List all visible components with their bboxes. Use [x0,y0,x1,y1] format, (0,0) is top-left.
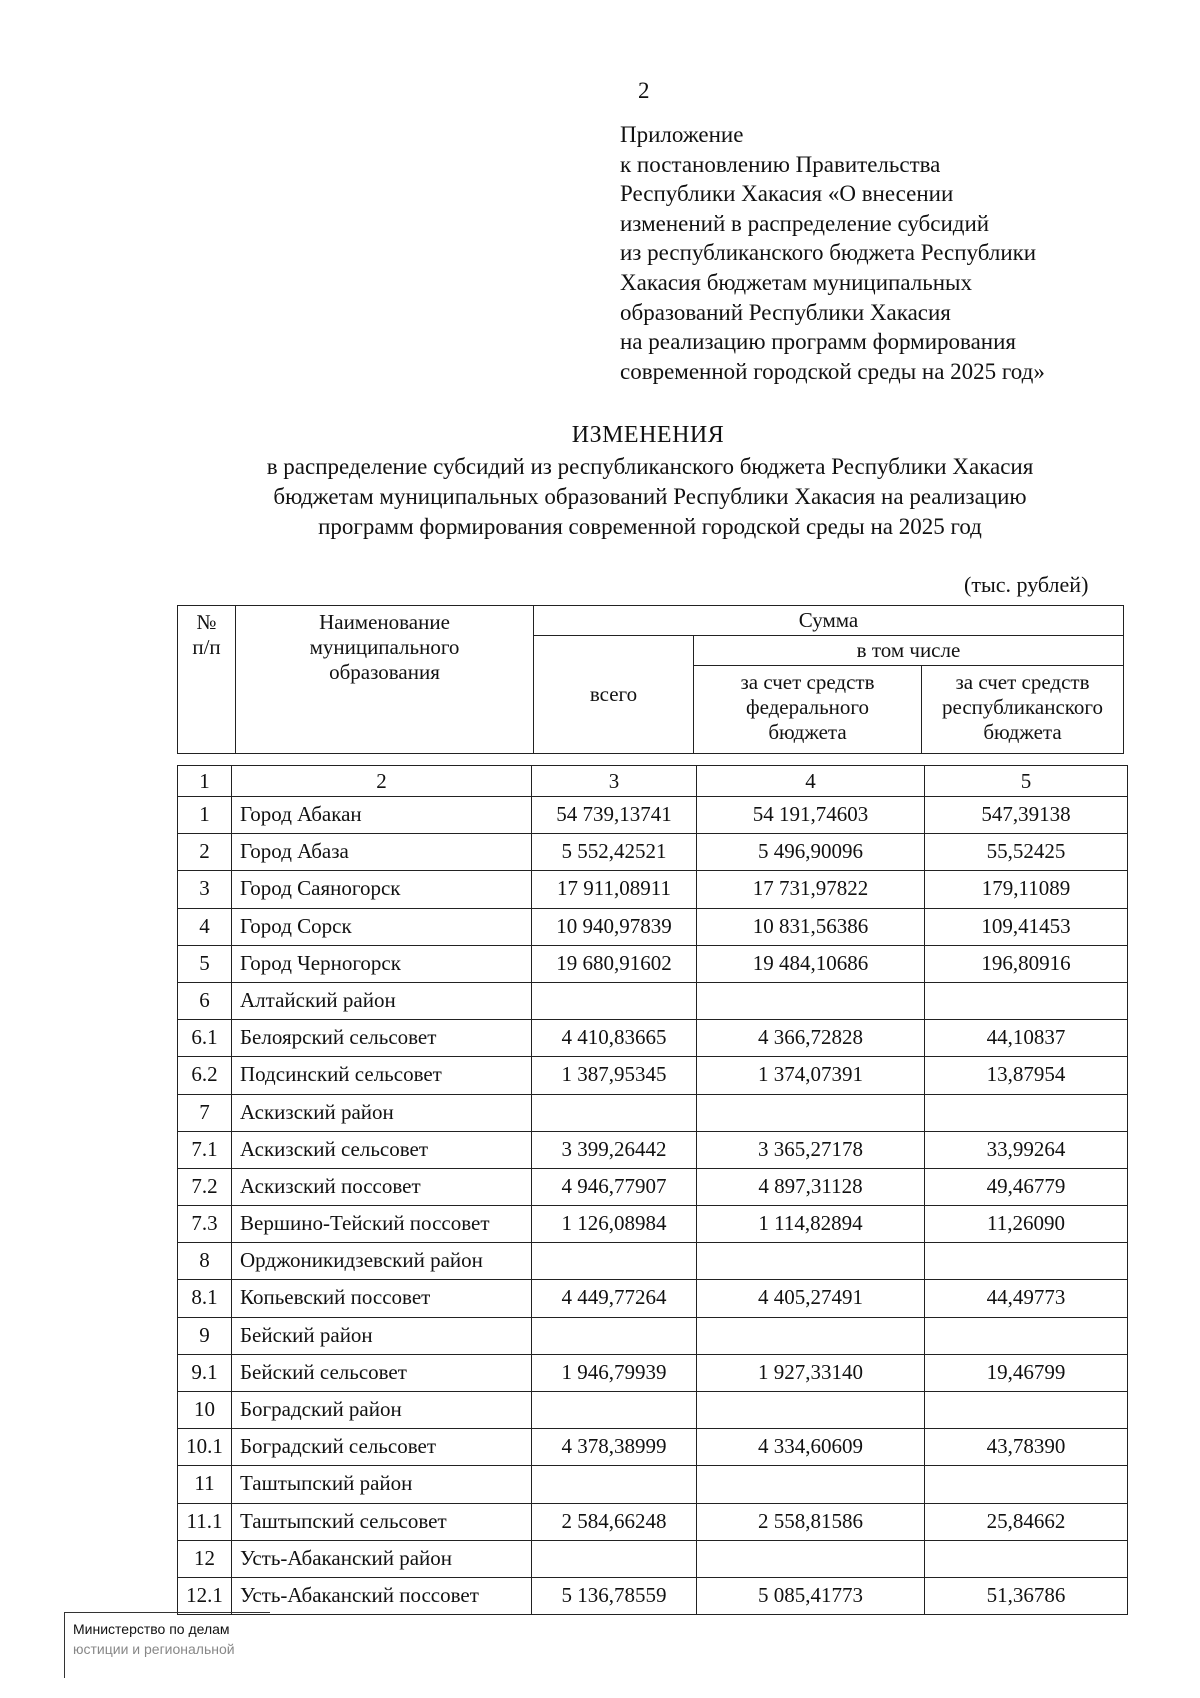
row-number-cell: 3 [178,871,232,908]
row-name-cell: Город Абакан [232,797,532,834]
document-subtitle [130,452,1170,542]
row-name-cell: Подсинский сельсовет [232,1057,532,1094]
table-row [178,908,1128,945]
row-republic-cell [925,982,1128,1019]
appendix-line: Приложение [620,122,744,147]
table-row [178,1020,1128,1057]
row-republic-cell: 55,52425 [925,834,1128,871]
row-number-cell: 11.1 [178,1503,232,1540]
row-number-cell: 7 [178,1094,232,1131]
row-name-cell: Город Абаза [232,834,532,871]
row-total-cell: 2 584,66248 [532,1503,697,1540]
header-name: Наименование муниципального образования [236,606,534,754]
row-number-cell: 11 [178,1466,232,1503]
ministry-stamp [64,1612,270,1678]
row-total-cell: 19 680,91602 [532,945,697,982]
subtitle-line: в распределение субсидий из республиканского бюджета Республики Хакасия [266,454,1034,479]
row-name-cell: Бейский район [232,1317,532,1354]
row-total-cell [532,1317,697,1354]
table-row [178,1168,1128,1205]
row-federal-cell: 3 365,27178 [697,1131,925,1168]
row-number-cell: 12.1 [178,1577,232,1614]
column-number: 4 [697,766,925,797]
row-total-cell [532,1094,697,1131]
row-total-cell: 1 126,08984 [532,1206,697,1243]
row-total-cell: 4 449,77264 [532,1280,697,1317]
row-number-cell: 2 [178,834,232,871]
table-row [178,1243,1128,1280]
row-total-cell: 17 911,08911 [532,871,697,908]
header-including: в том числе [694,636,1124,666]
row-number-cell: 12 [178,1540,232,1577]
row-republic-cell [925,1540,1128,1577]
row-federal-cell [697,1540,925,1577]
row-republic-cell [925,1243,1128,1280]
table-row [178,1466,1128,1503]
stamp-line: Министерство по делам [73,1621,230,1637]
row-number-cell: 9 [178,1317,232,1354]
row-total-cell: 3 399,26442 [532,1131,697,1168]
row-federal-cell: 1 114,82894 [697,1206,925,1243]
row-federal-cell [697,1094,925,1131]
row-total-cell: 54 739,13741 [532,797,697,834]
page-number: 2 [638,78,650,103]
table-row [178,1577,1128,1614]
row-name-cell: Аскизский сельсовет [232,1131,532,1168]
row-name-cell: Вершино-Тейский поссовет [232,1206,532,1243]
row-republic-cell: 13,87954 [925,1057,1128,1094]
row-republic-cell: 33,99264 [925,1131,1128,1168]
table-row [178,1057,1128,1094]
row-number-cell: 8 [178,1243,232,1280]
row-federal-cell: 17 731,97822 [697,871,925,908]
row-federal-cell: 54 191,74603 [697,797,925,834]
row-republic-cell: 49,46779 [925,1168,1128,1205]
row-number-cell: 7.2 [178,1168,232,1205]
appendix-line: на реализацию программ формирования [620,329,1016,355]
header-republic: за счет средств республиканского бюджета [922,666,1124,754]
row-federal-cell [697,982,925,1019]
row-number-cell: 7.3 [178,1206,232,1243]
table-row [178,1503,1128,1540]
table-header [177,605,1124,754]
table-row [178,1094,1128,1131]
table-row [178,982,1128,1019]
row-total-cell: 4 946,77907 [532,1168,697,1205]
header-federal: за счет средств федерального бюджета [694,666,922,754]
row-total-cell: 10 940,97839 [532,908,697,945]
row-republic-cell: 109,41453 [925,908,1128,945]
appendix-line: Республики Хакасия «О внесении [620,181,954,207]
appendix-line: Хакасия бюджетам муниципальных [620,269,972,295]
row-number-cell: 6 [178,982,232,1019]
row-republic-cell [925,1392,1128,1429]
table-row [178,1280,1128,1317]
table-row [178,1317,1128,1354]
row-number-cell: 10 [178,1392,232,1429]
row-republic-cell: 179,11089 [925,871,1128,908]
row-republic-cell: 44,10837 [925,1020,1128,1057]
row-federal-cell: 4 366,72828 [697,1020,925,1057]
table-row [178,797,1128,834]
row-federal-cell: 5 085,41773 [697,1577,925,1614]
row-name-cell: Город Сорск [232,908,532,945]
appendix-line: к постановлению Правительства [620,151,941,177]
row-name-cell: Белоярский сельсовет [232,1020,532,1057]
appendix-line: современной городской среды на 2025 год» [620,358,1045,384]
column-number: 3 [532,766,697,797]
row-total-cell: 5 552,42521 [532,834,697,871]
row-name-cell: Таштыпский район [232,1466,532,1503]
row-republic-cell [925,1094,1128,1131]
row-total-cell: 1 946,79939 [532,1354,697,1391]
column-number: 2 [232,766,532,797]
table-row [178,1429,1128,1466]
row-republic-cell: 51,36786 [925,1577,1128,1614]
column-number-row [178,766,1128,797]
table-row [178,871,1128,908]
row-total-cell: 1 387,95345 [532,1057,697,1094]
row-federal-cell: 4 405,27491 [697,1280,925,1317]
header-num: № п/п [178,606,236,754]
table-row [178,945,1128,982]
row-name-cell: Аскизский поссовет [232,1168,532,1205]
row-name-cell: Таштыпский сельсовет [232,1503,532,1540]
row-total-cell: 4 410,83665 [532,1020,697,1057]
row-name-cell: Город Саяногорск [232,871,532,908]
row-federal-cell: 1 927,33140 [697,1354,925,1391]
row-federal-cell [697,1466,925,1503]
row-federal-cell [697,1243,925,1280]
row-total-cell [532,1540,697,1577]
row-federal-cell: 4 897,31128 [697,1168,925,1205]
row-total-cell [532,1243,697,1280]
row-number-cell: 6.2 [178,1057,232,1094]
row-federal-cell: 4 334,60609 [697,1429,925,1466]
document-title: ИЗМЕНЕНИЯ [571,422,725,448]
row-total-cell: 4 378,38999 [532,1429,697,1466]
subtitle-line: программ формирования современной городской среды на 2025 год [318,514,982,539]
column-number: 1 [178,766,232,797]
row-number-cell: 10.1 [178,1429,232,1466]
row-federal-cell: 1 374,07391 [697,1057,925,1094]
row-federal-cell: 19 484,10686 [697,945,925,982]
row-name-cell: Боградский сельсовет [232,1429,532,1466]
row-republic-cell: 19,46799 [925,1354,1128,1391]
row-republic-cell: 11,26090 [925,1206,1128,1243]
table-row [178,1354,1128,1391]
row-number-cell: 7.1 [178,1131,232,1168]
table-row [178,1392,1128,1429]
row-republic-cell [925,1317,1128,1354]
table-row [178,1206,1128,1243]
units-label: (тыс. рублей) [964,572,1089,597]
row-republic-cell: 25,84662 [925,1503,1128,1540]
row-number-cell: 4 [178,908,232,945]
row-total-cell [532,1466,697,1503]
row-name-cell: Аскизский район [232,1094,532,1131]
column-number: 5 [925,766,1128,797]
row-total-cell [532,1392,697,1429]
row-republic-cell: 547,39138 [925,797,1128,834]
row-federal-cell: 10 831,56386 [697,908,925,945]
row-republic-cell: 196,80916 [925,945,1128,982]
row-name-cell: Усть-Абаканский поссовет [232,1577,532,1614]
appendix-line: изменений в распределение субсидий [620,210,990,236]
row-name-cell: Боградский район [232,1392,532,1429]
row-number-cell: 5 [178,945,232,982]
data-table [177,765,1128,1615]
row-number-cell: 6.1 [178,1020,232,1057]
row-name-cell: Усть-Абаканский район [232,1540,532,1577]
row-federal-cell [697,1317,925,1354]
stamp-line: юстиции и региональной [73,1641,235,1657]
row-republic-cell [925,1466,1128,1503]
row-name-cell: Алтайский район [232,982,532,1019]
header-sum: Сумма [534,606,1124,636]
header-total: всего [534,636,694,754]
subtitle-line: бюджетам муниципальных образований Республики Хакасия на реализацию [273,484,1027,509]
row-number-cell: 8.1 [178,1280,232,1317]
table-row [178,1540,1128,1577]
row-number-cell: 9.1 [178,1354,232,1391]
row-federal-cell: 5 496,90096 [697,834,925,871]
row-name-cell: Город Черногорск [232,945,532,982]
row-number-cell: 1 [178,797,232,834]
row-name-cell: Бейский сельсовет [232,1354,532,1391]
row-total-cell: 5 136,78559 [532,1577,697,1614]
row-federal-cell [697,1392,925,1429]
row-total-cell [532,982,697,1019]
table-row [178,1131,1128,1168]
appendix-line: из республиканского бюджета Республики [620,240,1037,266]
row-federal-cell: 2 558,81586 [697,1503,925,1540]
table-row [178,834,1128,871]
row-name-cell: Копьевский поссовет [232,1280,532,1317]
appendix-block [620,120,1140,386]
row-name-cell: Орджоникидзевский район [232,1243,532,1280]
appendix-line: образований Республики Хакасия [620,299,951,325]
row-republic-cell: 43,78390 [925,1429,1128,1466]
row-republic-cell: 44,49773 [925,1280,1128,1317]
